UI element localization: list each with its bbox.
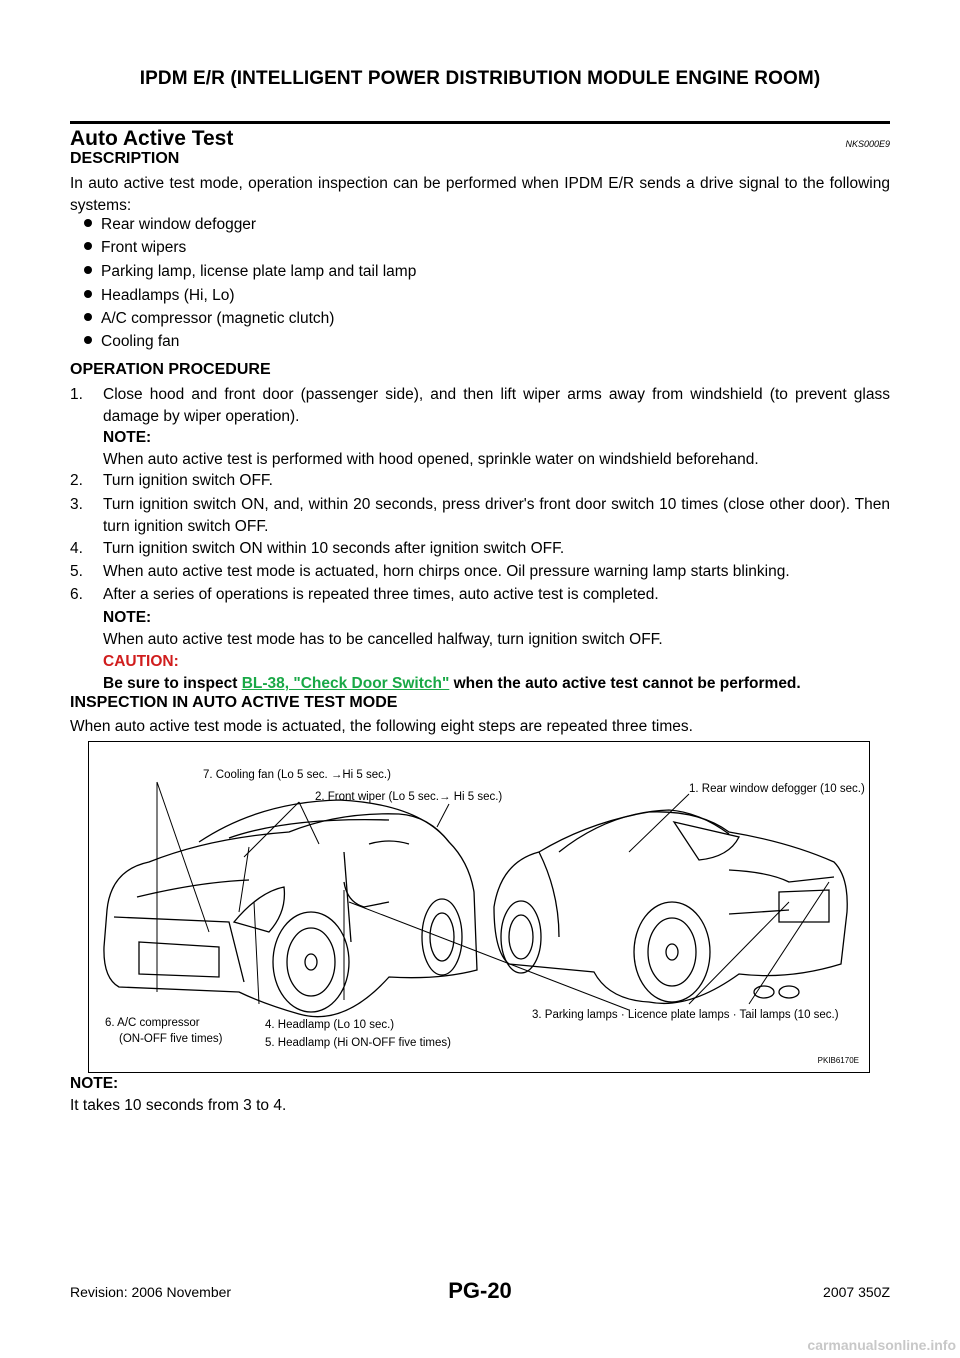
list-item-text: Front wipers <box>101 239 187 256</box>
note-label: NOTE: <box>103 429 152 446</box>
description-heading: DESCRIPTION <box>70 150 180 167</box>
bullet-icon <box>84 290 92 298</box>
list-item-text: Headlamps (Hi, Lo) <box>101 287 235 304</box>
step-number: 4. <box>70 540 83 557</box>
bullet-icon <box>84 313 92 321</box>
closing-note-text: It takes 10 seconds from 3 to 4. <box>70 1097 287 1114</box>
header-divider <box>70 121 890 124</box>
list-item <box>84 333 179 351</box>
watermark: carmanualsonline.info <box>807 1337 956 1353</box>
note-text: When auto active test is performed with hood opened, sprinkle water on windshield beforehand. <box>103 451 759 468</box>
list-item-text: A/C compressor (magnetic clutch) <box>101 310 335 327</box>
list-item <box>84 239 186 257</box>
list-item-text: Parking lamp, license plate lamp and tail lamp <box>101 263 417 280</box>
note-label: NOTE: <box>103 609 152 626</box>
description-text: In auto active test mode, operation inspection can be performed when IPDM E/R sends a drive signal to the following systems: <box>70 175 890 214</box>
section-title: Auto Active Test <box>70 127 234 150</box>
list-item <box>84 216 256 234</box>
page-header-title: IPDM E/R (INTELLIGENT POWER DISTRIBUTION MODULE ENGINE ROOM) <box>139 68 821 89</box>
figure-label-4: 4. Headlamp (Lo 10 sec.) <box>265 1019 395 1031</box>
list-item-text: Rear window defogger <box>101 216 257 233</box>
figure-code: PKIB6170E <box>817 1056 859 1065</box>
caution-text-pre: Be sure to inspect <box>103 675 242 692</box>
step-number: 2. <box>70 472 83 489</box>
page-number: PG-20 <box>448 1278 512 1303</box>
inspection-heading: INSPECTION IN AUTO ACTIVE TEST MODE <box>70 694 398 711</box>
figure-label-7: 7. Cooling fan (Lo 5 sec. →Hi 5 sec.) <box>203 769 391 781</box>
inspection-text: When auto active test mode is actuated, the following eight steps are repeated three times. <box>70 718 693 735</box>
caution-text <box>103 673 890 695</box>
caution-label: CAUTION: <box>103 653 179 670</box>
step-number: 6. <box>70 586 83 603</box>
procedure-heading: OPERATION PROCEDURE <box>70 361 271 378</box>
step-number: 1. <box>70 386 83 403</box>
step-text: Turn ignition switch ON, and, within 20 seconds, press driver's front door switch 10 times (close other door). Then turn ignition switch OFF. <box>103 496 890 535</box>
step-text: When auto active test mode is actuated, horn chirps once. Oil pressure warning lamp starts blinking. <box>103 563 790 580</box>
section-id: NKS000E9 <box>845 139 890 149</box>
car-illustration-figure <box>88 741 870 1073</box>
note-text: When auto active test mode has to be cancelled halfway, turn ignition switch OFF. <box>103 631 663 648</box>
figure-label-6: 6. A/C compressor <box>105 1017 200 1029</box>
figure-label-3: 3. Parking lamps · Licence plate lamps · Tail lamps (10 sec.) <box>532 1009 839 1021</box>
bullet-icon <box>84 219 92 227</box>
step-number: 5. <box>70 563 83 580</box>
caution-text-post: when the auto active test cannot be performed. <box>449 675 801 692</box>
figure-label-6-detail: (ON-OFF five times) <box>119 1033 223 1045</box>
step-text: Close hood and front door (passenger side), and then lift wiper arms away from windshield (to prevent glass damage by wiper operation). <box>103 386 890 425</box>
footer-model: 2007 350Z <box>823 1284 890 1300</box>
bullet-icon <box>84 242 92 250</box>
bullet-icon <box>84 266 92 274</box>
bullet-icon <box>84 336 92 344</box>
step-number: 3. <box>70 496 83 513</box>
footer-revision: Revision: 2006 November <box>70 1284 232 1300</box>
step-text: Turn ignition switch OFF. <box>103 472 273 489</box>
figure-label-5: 5. Headlamp (Hi ON-OFF five times) <box>265 1037 451 1049</box>
figure-label-1: 1. Rear window defogger (10 sec.) <box>689 783 865 795</box>
car-illustration <box>89 742 869 1072</box>
step-text: After a series of operations is repeated three times, auto active test is completed. <box>103 586 659 603</box>
cross-reference-link[interactable]: BL-38, "Check Door Switch" <box>241 675 450 692</box>
step-text: Turn ignition switch ON within 10 seconds after ignition switch OFF. <box>103 540 565 557</box>
list-item-text: Cooling fan <box>101 333 180 350</box>
closing-note-label: NOTE: <box>70 1075 119 1092</box>
list-item <box>84 263 416 281</box>
figure-label-2: 2. Front wiper (Lo 5 sec.→ Hi 5 sec.) <box>315 791 503 803</box>
list-item <box>84 287 235 305</box>
list-item <box>84 310 334 328</box>
